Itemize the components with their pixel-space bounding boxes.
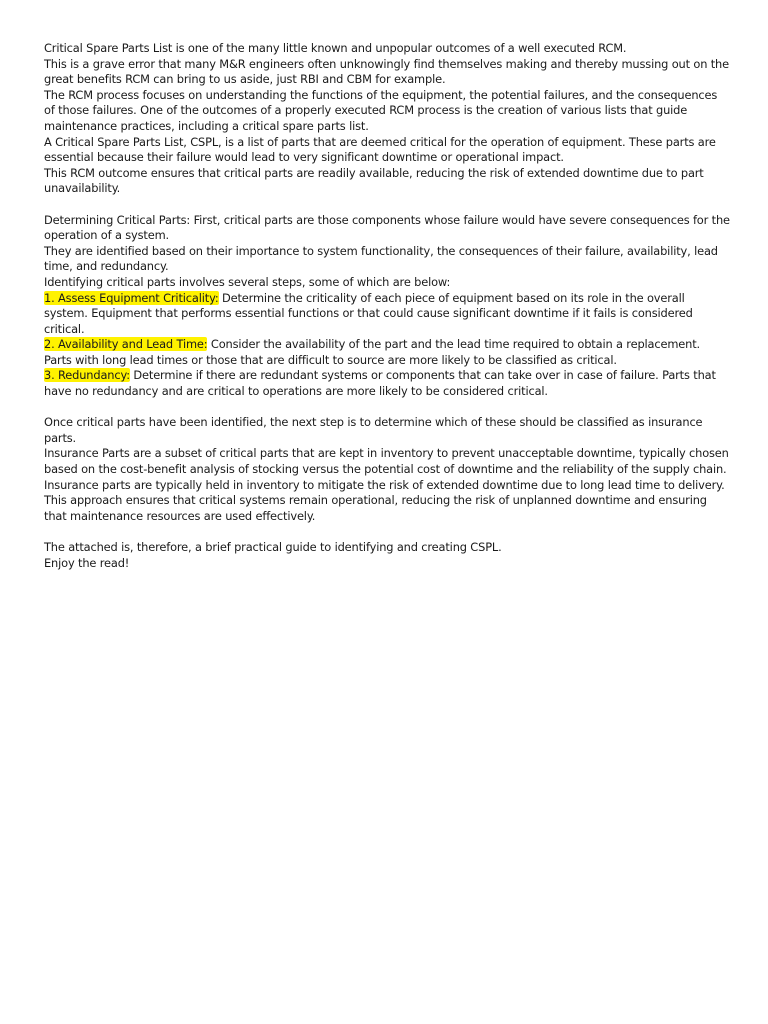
paragraph-spacer xyxy=(44,197,730,213)
closing-paragraph: The attached is, therefore, a brief practical guide to identifying and creating CSPL. xyxy=(44,540,502,554)
closing-paragraph: Enjoy the read! xyxy=(44,555,130,570)
insurance-paragraph: Once critical parts have been identified, the next step is to determine which of these should be classified as insurance parts. xyxy=(44,415,703,445)
insurance-paragraph: Insurance Parts are a subset of critical parts that are kept in inventory to prevent unacceptable downtime, typically chosen based on the cost-benefit analysis of stocking versus the potential cost of downtime and the reliability of the supply chain. xyxy=(44,446,729,477)
step-text: Determine if there are redundant systems or components that can take over in case of failure. Parts that have no redundancy and are critical to operations are more likely to be considered critical. xyxy=(44,368,716,399)
intro-paragraph: The RCM process focuses on understanding the functions of the equipment, the potential failures, and the consequences of those failures. One of the outcomes of a properly executed RCM process is the creation of various lists that guide maintenance practices, including a critical spare parts list. xyxy=(44,87,718,133)
intro-paragraph: This is a grave error that many M&R engineers often unknowingly find themselves making and thereby mussing out on the great benefits RCM can bring to us aside, just RBI and CBM for example. xyxy=(44,56,729,87)
closing-section xyxy=(44,540,730,571)
determining-section xyxy=(44,213,730,400)
intro-section xyxy=(44,41,730,197)
determining-paragraph: Determining Critical Parts: First, critical parts are those components whose failure would have severe consequences for the operation of a system. xyxy=(44,212,730,243)
step-item xyxy=(44,337,730,368)
step-item xyxy=(44,291,730,338)
insurance-paragraph: This approach ensures that critical systems remain operational, reducing the risk of unplanned downtime and ensuring that maintenance resources are used effectively. xyxy=(44,493,707,523)
step-label-highlight: 1. Assess Equipment Criticality: xyxy=(44,290,219,305)
determining-paragraph: Identifying critical parts involves several steps, some of which are below: xyxy=(44,274,451,289)
intro-paragraph: A Critical Spare Parts List, CSPL, is a list of parts that are deemed critical for the operation of equipment. These parts are essential because their failure would lead to very significant downtime or operational impact. xyxy=(44,134,716,165)
intro-paragraph: This RCM outcome ensures that critical parts are readily available, reducing the risk of extended downtime due to part unavailability. xyxy=(44,165,704,196)
insurance-paragraph: Insurance parts are typically held in inventory to mitigate the risk of extended downtime due to long lead time to delivery. xyxy=(44,477,725,492)
paragraph-spacer xyxy=(44,400,730,416)
step-item xyxy=(44,368,730,399)
paragraph-spacer xyxy=(44,524,730,540)
step-text: Determine the criticality of each piece of equipment based on its role in the overall system. Equipment that performs essential functions or that could cause significant downtime if it fails is considered critical. xyxy=(44,290,693,336)
intro-paragraph: Critical Spare Parts List is one of the many little known and unpopular outcomes of a well executed RCM. xyxy=(44,41,627,55)
step-label-highlight: 3. Redundancy: xyxy=(44,368,130,383)
document-body xyxy=(44,41,730,571)
determining-paragraph: They are identified based on their importance to system functionality, the consequences of their failure, availability, lead time, and redundancy. xyxy=(44,243,718,274)
step-text: Consider the availability of the part and the lead time required to obtain a replacement. Parts with long lead times or those that are difficult to source are more likely to be classified as critical. xyxy=(44,337,701,367)
insurance-section xyxy=(44,415,730,524)
step-label-highlight: 2. Availability and Lead Time: xyxy=(44,337,208,352)
